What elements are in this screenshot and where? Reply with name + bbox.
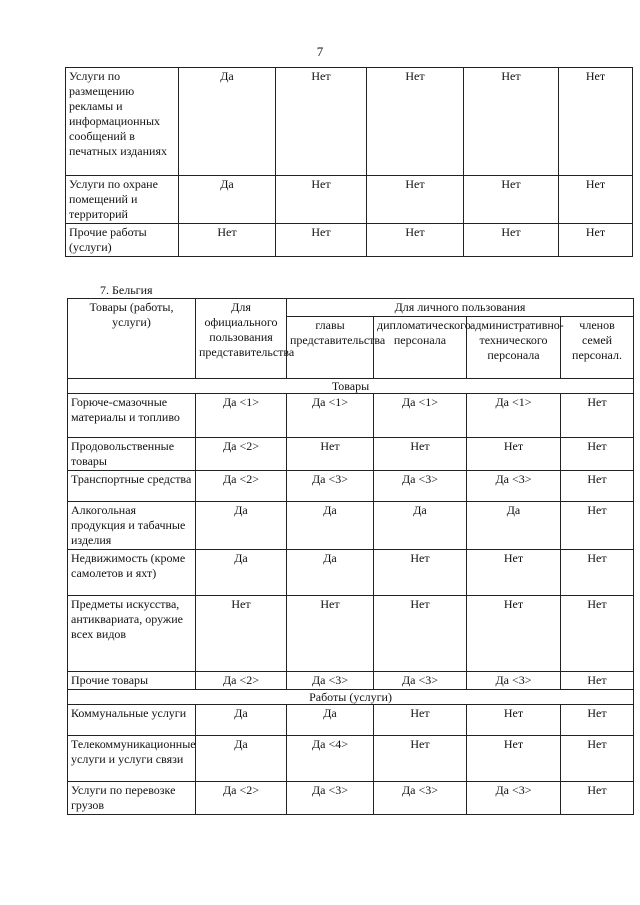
cell-admin: Нет (467, 438, 561, 471)
cell-admin: Нет (467, 736, 561, 782)
cell-diplomatic: Да (374, 502, 467, 550)
cell-head: Нет (276, 224, 367, 257)
table-row (66, 176, 633, 224)
cell-admin: Да <3> (467, 672, 561, 690)
cell-diplomatic: Да <3> (374, 471, 467, 502)
cell-official: Да <2> (196, 782, 287, 815)
cell-head: Да <1> (287, 394, 374, 438)
cell-head: Нет (287, 438, 374, 471)
cell-head: Да <3> (287, 672, 374, 690)
cell-admin: Да <3> (467, 471, 561, 502)
cell-diplomatic: Нет (374, 550, 467, 596)
cell-family: Нет (561, 782, 634, 815)
cell-official: Да (196, 705, 287, 736)
cell-official: Да <1> (196, 394, 287, 438)
cell-admin: Нет (467, 705, 561, 736)
header-personal: Для личного пользования (287, 299, 634, 317)
table-row (68, 596, 634, 672)
cell-official: Да (196, 502, 287, 550)
header-admin: административно-технического персонала (467, 317, 561, 379)
row-name: Услуги по перевозке грузов (68, 782, 196, 815)
section-goods-label: Товары (68, 379, 634, 394)
services-table-continued (65, 67, 633, 257)
cell-admin: Да <3> (467, 782, 561, 815)
row-name: Горюче-смазочные материалы и топливо (68, 394, 196, 438)
row-name: Коммунальные услуги (68, 705, 196, 736)
cell-family: Нет (561, 502, 634, 550)
cell-diplomatic: Да <3> (374, 782, 467, 815)
table-row (68, 782, 634, 815)
cell-admin: Да (467, 502, 561, 550)
cell-head: Нет (276, 176, 367, 224)
cell-official: Да (179, 176, 276, 224)
cell-diplomatic: Нет (367, 224, 464, 257)
cell-head: Нет (276, 68, 367, 176)
section-row-services (68, 690, 634, 705)
cell-official: Да <2> (196, 672, 287, 690)
cell-official: Нет (196, 596, 287, 672)
row-name: Прочие товары (68, 672, 196, 690)
cell-head: Нет (287, 596, 374, 672)
row-name: Услуги по размещению рекламы и информационных сообщений в печатных изданиях (66, 68, 179, 176)
cell-admin: Нет (464, 176, 559, 224)
cell-family: Нет (559, 224, 633, 257)
header-family: членов семей персонал. (561, 317, 634, 379)
cell-official: Да (196, 736, 287, 782)
row-name: Недвижимость (кроме самолетов и яхт) (68, 550, 196, 596)
belgium-table (67, 298, 634, 815)
cell-diplomatic: Нет (374, 596, 467, 672)
row-name: Продовольственные товары (68, 438, 196, 471)
cell-head: Да <3> (287, 782, 374, 815)
cell-family: Нет (561, 596, 634, 672)
cell-diplomatic: Нет (374, 438, 467, 471)
cell-family: Нет (561, 736, 634, 782)
cell-family: Нет (561, 438, 634, 471)
cell-official: Да <2> (196, 471, 287, 502)
row-name: Услуги по охране помещений и территорий (66, 176, 179, 224)
row-name: Алкогольная продукция и табачные изделия (68, 502, 196, 550)
cell-diplomatic: Нет (374, 736, 467, 782)
table-row (68, 471, 634, 502)
cell-diplomatic: Да <1> (374, 394, 467, 438)
cell-admin: Нет (464, 224, 559, 257)
cell-admin: Нет (464, 68, 559, 176)
cell-head: Да (287, 550, 374, 596)
row-name: Прочие работы (услуги) (66, 224, 179, 257)
page-number: 7 (316, 44, 324, 59)
header-official: Для официального пользования представительства (196, 299, 287, 379)
row-name: Предметы искусства, антиквариата, оружие всех видов (68, 596, 196, 672)
cell-diplomatic: Нет (367, 68, 464, 176)
section-title: 7. Бельгия (100, 283, 153, 297)
header-head: главы представительства (287, 317, 374, 379)
cell-official: Да (179, 68, 276, 176)
header-goods: Товары (работы, услуги) (68, 299, 196, 379)
table-row (66, 224, 633, 257)
table-header-row (68, 299, 634, 317)
cell-diplomatic: Да <3> (374, 672, 467, 690)
cell-family: Нет (561, 672, 634, 690)
table-row (68, 736, 634, 782)
header-diplomatic: дипломатического персонала (374, 317, 467, 379)
table-row (66, 68, 633, 176)
table-row (68, 550, 634, 596)
cell-official: Да (196, 550, 287, 596)
table-row (68, 672, 634, 690)
cell-head: Да (287, 502, 374, 550)
table-row (68, 502, 634, 550)
cell-diplomatic: Нет (367, 176, 464, 224)
cell-family: Нет (559, 176, 633, 224)
cell-head: Да <3> (287, 471, 374, 502)
row-name: Телекоммуникационные услуги и услуги связи (68, 736, 196, 782)
section-services-label: Работы (услуги) (68, 690, 634, 705)
cell-diplomatic: Нет (374, 705, 467, 736)
cell-admin: Да <1> (467, 394, 561, 438)
table-row (68, 394, 634, 438)
cell-official: Да <2> (196, 438, 287, 471)
table-row (68, 438, 634, 471)
cell-head: Да (287, 705, 374, 736)
cell-family: Нет (561, 705, 634, 736)
cell-official: Нет (179, 224, 276, 257)
cell-admin: Нет (467, 596, 561, 672)
cell-head: Да <4> (287, 736, 374, 782)
cell-family: Нет (561, 471, 634, 502)
cell-family: Нет (561, 550, 634, 596)
table-row (68, 705, 634, 736)
cell-family: Нет (559, 68, 633, 176)
row-name: Транспортные средства (68, 471, 196, 502)
cell-family: Нет (561, 394, 634, 438)
cell-admin: Нет (467, 550, 561, 596)
section-row-goods (68, 379, 634, 394)
